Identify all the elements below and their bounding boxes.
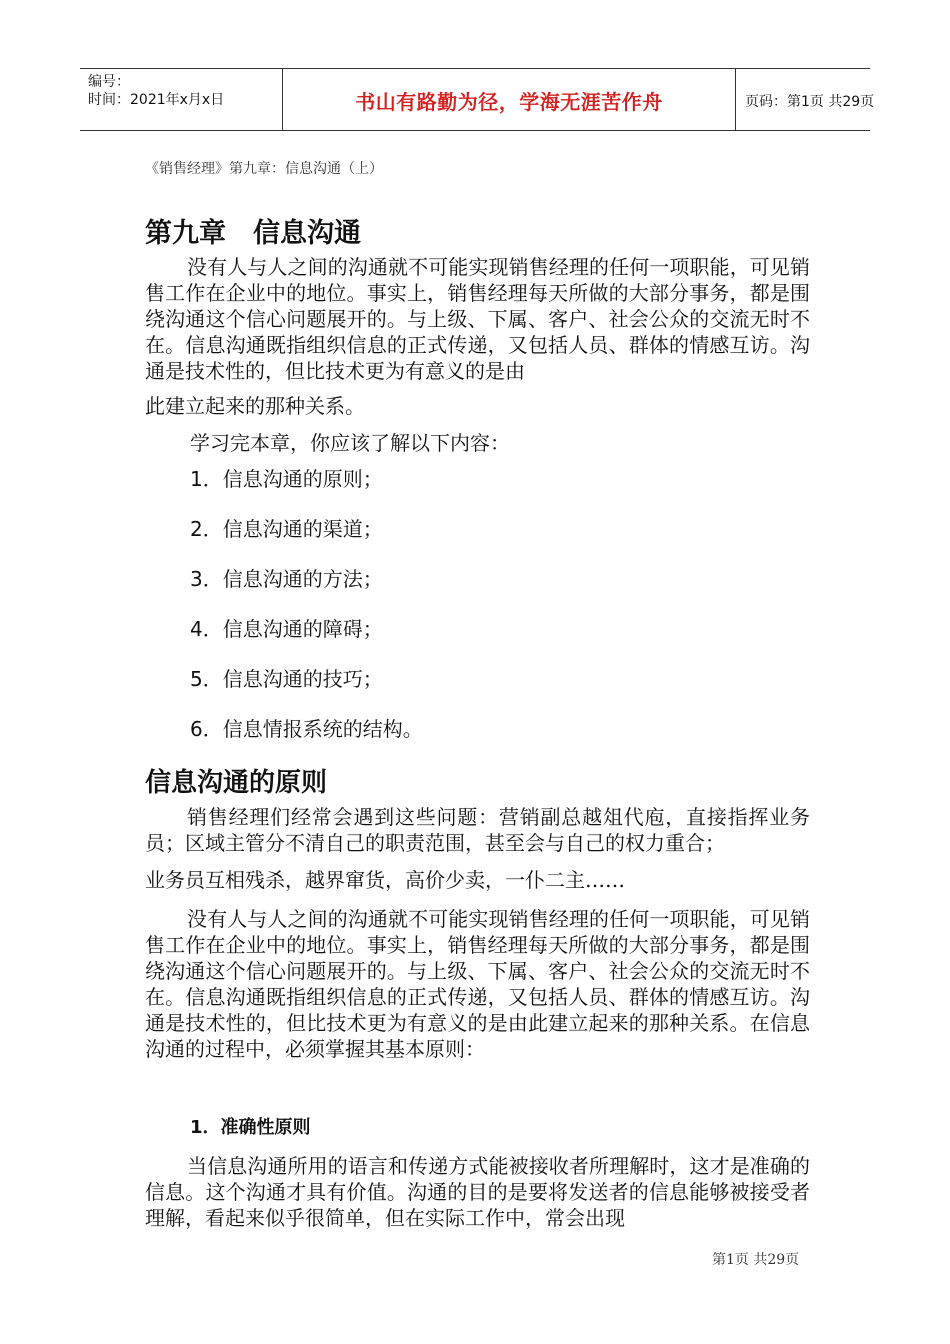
accuracy-paragraph: 当信息沟通所用的语言和传递方式能被接收者所理解时，这才是准确的信息。这个沟通才具有价值。沟通的目的是要将发送者的信息能够被接受者理解，看起来似乎很简单，但在实际工作中，常会出现: [145, 1154, 810, 1230]
header-right-cell: [735, 69, 875, 130]
page-footer: 第1页 共29页: [712, 1252, 800, 1268]
section-title: 信息沟通的原则: [145, 768, 328, 798]
list-item: [190, 666, 383, 692]
subsection-heading: 1．准确性原则: [190, 1117, 311, 1138]
list-item-number: 5．: [190, 667, 223, 691]
list-item-text: 信息沟通的障碍；: [222, 617, 383, 641]
learning-objectives-intro: 学习完本章，你应该了解以下内容：: [190, 431, 510, 455]
document-number-label: 编号：: [88, 74, 130, 90]
header-left-cell: [80, 69, 282, 130]
header-motto: 书山有路勤为径，学海无涯苦作舟: [355, 90, 663, 114]
list-item-text: 信息沟通的渠道；: [222, 517, 383, 541]
list-item-number: 4．: [190, 617, 223, 641]
list-item: [190, 516, 383, 542]
intro-paragraph: 没有人与人之间的沟通就不可能实现销售经理的任何一项职能，可见销售工作在企业中的地位。事实上，销售经理每天所做的大部分事务，都是围绕沟通这个信心问题展开的。与上级、下属、客户、社会公众的交流无时不在。信息沟通既指组织信息的正式传递，又包括人员、群体的情感互访。沟通是技术性的，但比技术更为有意义的是由: [145, 255, 810, 383]
document-header: [80, 68, 875, 131]
intro-paragraph-tail: 此建立起来的那种关系。: [145, 394, 365, 418]
list-item: [190, 566, 383, 592]
list-item-number: 3．: [190, 567, 223, 591]
list-item-text: 信息沟通的原则；: [222, 467, 383, 491]
list-item-number: 2．: [190, 517, 223, 541]
list-item: [190, 716, 423, 742]
list-item-text: 信息情报系统的结构。: [222, 717, 423, 741]
document-time-label: 时间：2021年x月x日: [88, 92, 225, 108]
list-item: [190, 466, 383, 492]
list-item-number: 1．: [190, 467, 223, 491]
problem-paragraph: 销售经理们经常会遇到这些问题：营销副总越俎代庖，直接指挥业务员；区域主管分不清自己的职责范围，甚至会与自己的权力重合；: [145, 805, 810, 855]
list-item-number: 6．: [190, 717, 223, 741]
list-item: [190, 616, 383, 642]
header-middle-cell: [282, 69, 736, 130]
list-item-text: 信息沟通的方法；: [222, 567, 383, 591]
document-subtitle: 《销售经理》第九章：信息沟通（上）: [145, 161, 383, 177]
list-item-text: 信息沟通的技巧；: [222, 667, 383, 691]
problem-paragraph-tail: 业务员互相残杀，越界窜货，高价少卖，一仆二主……: [145, 868, 625, 892]
header-page-info: 页码：第1页 共29页: [745, 94, 875, 110]
principles-paragraph: 没有人与人之间的沟通就不可能实现销售经理的任何一项职能，可见销售工作在企业中的地位。事实上，销售经理每天所做的大部分事务，都是围绕沟通这个信心问题展开的。与上级、下属、客户、社会公众的交流无时不在。信息沟通既指组织信息的正式传递，又包括人员、群体的情感互访。沟通是技术性的，但比技术更为有意义的是由此建立起来的那种关系。在信息沟通的过程中，必须掌握其基本原则：: [145, 907, 810, 1061]
chapter-title: 第九章 信息沟通: [145, 218, 361, 249]
